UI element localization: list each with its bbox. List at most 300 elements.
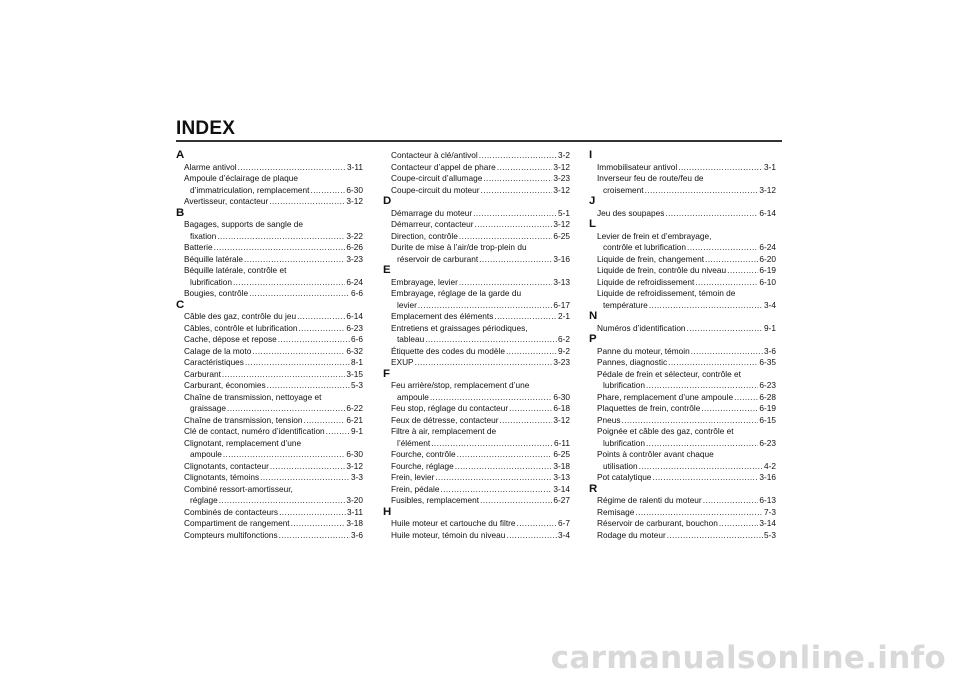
- dot-leader: [245, 357, 350, 369]
- index-page-number: 3-13: [553, 276, 570, 287]
- index-entry-text: Poignée et câble des gaz, contrôle et: [597, 426, 734, 436]
- dot-leader: [219, 495, 346, 507]
- index-entry-line: [391, 242, 570, 254]
- index-entry-text: croisement: [603, 184, 644, 195]
- index-entry: [589, 254, 776, 266]
- dot-leader: [252, 346, 345, 358]
- index-entry-text: Direction, contrôle: [391, 230, 458, 241]
- index-page-number: 6-6: [351, 288, 363, 298]
- dot-leader: [459, 231, 553, 243]
- dot-leader: [233, 277, 345, 289]
- index-entry-text: Compartiment de rangement: [184, 518, 290, 528]
- dot-leader: [509, 403, 552, 415]
- index-page-number: 6-23: [346, 322, 363, 333]
- index-letter-heading: N: [589, 310, 598, 322]
- index-entry-text: Feux de détresse, contacteur: [391, 414, 499, 425]
- dot-leader: [687, 323, 763, 335]
- index-entry-line: [184, 311, 363, 323]
- index-entry-line: [391, 426, 570, 438]
- index-page-number: 6-19: [759, 403, 776, 413]
- dot-leader: [278, 334, 350, 346]
- index-page-number: 6-30: [553, 391, 570, 402]
- index-entry-text: Démarreur, contacteur: [391, 219, 474, 229]
- dot-leader: [646, 380, 758, 392]
- index-entry-line: [184, 461, 363, 473]
- index-page-number: 6-14: [346, 311, 363, 321]
- index-page-number: 6-25: [553, 449, 570, 459]
- dot-leader: [506, 346, 557, 358]
- dot-leader: [480, 495, 552, 507]
- index-entry-text: Coupe-circuit d’allumage: [391, 173, 483, 183]
- index-entry-text: Pneus: [597, 414, 621, 425]
- index-entry-line: [391, 231, 570, 243]
- index-entry-line: [184, 472, 363, 484]
- index-page-number: 3-18: [553, 460, 570, 471]
- index-entry-line: [184, 357, 363, 369]
- index-entry-line: [184, 323, 363, 335]
- index-entry-text: Fourche, contrôle: [391, 449, 456, 459]
- index-page-number: 6-30: [346, 184, 363, 195]
- index-page-number: 3-12: [553, 184, 570, 195]
- index-entry-text: Fusibles, remplacement: [391, 495, 480, 505]
- index-page-number: 9-2: [558, 345, 570, 356]
- index-entry-text: Filtre à air, remplacement de: [391, 426, 497, 436]
- dot-leader: [279, 530, 350, 542]
- index-entry-text: Carburant: [184, 368, 221, 379]
- dot-leader: [244, 254, 345, 266]
- index-page-number: 6-19: [759, 265, 776, 275]
- index-page-number: 3-11: [347, 161, 363, 172]
- index-entry-text: Ampoule d’éclairage de plaque: [184, 173, 298, 183]
- index-entry: [383, 495, 570, 507]
- index-entry-line: [597, 449, 776, 461]
- index-page-number: 6-2: [558, 334, 570, 344]
- index-entry: [383, 357, 570, 369]
- index-entry-line: [391, 530, 570, 542]
- index-entry-line: [597, 530, 776, 542]
- index-page-number: 3-15: [346, 368, 363, 379]
- index-page-number: 3-12: [553, 414, 570, 425]
- index-page-number: 3-12: [553, 161, 570, 172]
- index-letter-heading: D: [383, 195, 392, 207]
- index-entry-text: Fourche, réglage: [391, 460, 454, 471]
- index-entry-text: Liquide de frein, changement: [597, 253, 705, 264]
- index-page-number: 3-12: [553, 219, 570, 229]
- index-entry-text: Remisage: [597, 506, 635, 517]
- index-entry-text: Régime de ralenti du moteur: [597, 495, 702, 505]
- index-entry-text: Câbles, contrôle et lubrification: [184, 322, 298, 333]
- index-entry: [383, 231, 570, 243]
- index-entry-line: [597, 173, 776, 185]
- index-entry-line: [184, 438, 363, 450]
- index-entry-line: [597, 426, 776, 438]
- index-entry-text: Alarme antivol: [184, 161, 237, 172]
- index-entry-line: [184, 196, 363, 208]
- index-letter-heading: L: [589, 218, 596, 230]
- index-page-number: 3-22: [346, 230, 363, 241]
- index-entry: [383, 346, 570, 358]
- index-entry-text: Compteurs multifonctions: [184, 529, 278, 540]
- index-entry: [176, 311, 363, 323]
- index-entry: [176, 334, 363, 346]
- index-entry: [383, 219, 570, 231]
- index-entry-text: Liquide de refroidissement: [597, 276, 695, 287]
- dot-leader: [217, 231, 345, 243]
- index-entry-text: Feu arrière/stop, remplacement d’une: [391, 380, 530, 390]
- dot-leader: [499, 415, 552, 427]
- index-entry-line: [391, 150, 570, 162]
- index-entry-line: [597, 323, 776, 335]
- index-entry-text: d’immatriculation, remplacement: [190, 184, 310, 195]
- index-entry-text: l’élément: [397, 437, 431, 448]
- index-entry-line: [391, 403, 570, 415]
- index-entry-text: Points à contrôler avant chaque: [597, 449, 714, 459]
- dot-leader: [481, 185, 553, 197]
- index-entry: [176, 196, 363, 208]
- index-entry-text: Frein, pédale: [391, 483, 440, 494]
- index-entry-text: graissage: [190, 403, 226, 413]
- index-entry: [589, 449, 776, 472]
- index-entry-line: [184, 254, 363, 266]
- index-entry: [589, 231, 776, 254]
- index-entry-line: [597, 392, 776, 404]
- dot-leader: [214, 242, 346, 254]
- index-entry: [589, 277, 776, 289]
- index-entry: [383, 472, 570, 484]
- index-entry-text: Durite de mise à l’air/de trop-plein du: [391, 242, 527, 252]
- index-entry: [589, 415, 776, 427]
- index-entry-line: [391, 277, 570, 289]
- index-entry-text: Carburant, économies: [184, 380, 266, 390]
- index-page-number: 6-35: [759, 357, 776, 367]
- dot-leader: [238, 162, 346, 174]
- index-entry-line: [184, 518, 363, 530]
- dot-leader: [435, 472, 552, 484]
- index-entry: [176, 357, 363, 369]
- dot-leader: [646, 438, 758, 450]
- index-page-number: 3-20: [346, 495, 363, 505]
- dot-leader: [431, 438, 553, 450]
- index-entry-line: [184, 231, 363, 243]
- index-page-number: 3-4: [558, 529, 570, 540]
- index-entry: [383, 162, 570, 174]
- index-entry-line: [184, 530, 363, 542]
- dot-leader: [687, 242, 758, 254]
- index-entry: [176, 369, 363, 381]
- index-page-number: 6-14: [759, 207, 776, 218]
- index-entry-line: [184, 392, 363, 404]
- index-entry: [383, 380, 570, 403]
- index-entry-line: [391, 392, 570, 404]
- index-page-number: 6-25: [553, 230, 570, 241]
- index-entry-line: [597, 254, 776, 266]
- dot-leader: [652, 472, 758, 484]
- index-column-1: [176, 150, 363, 541]
- index-entry: [383, 277, 570, 289]
- dot-leader: [734, 392, 758, 404]
- index-entry-text: Chaîne de transmission, tension: [184, 414, 303, 425]
- dot-leader: [691, 346, 763, 358]
- index-entry-text: Huile moteur, témoin du niveau: [391, 529, 506, 540]
- index-page-number: 3-12: [346, 196, 363, 206]
- dot-leader: [494, 311, 557, 323]
- index-entry-text: Clignotants, témoins: [184, 472, 260, 482]
- index-entry-text: Numéros d’identification: [597, 322, 686, 333]
- dot-leader: [297, 311, 345, 323]
- index-entry-line: [391, 254, 570, 266]
- index-entry-text: Bougies, contrôle: [184, 288, 249, 298]
- index-entry-line: [597, 231, 776, 243]
- index-entry: [176, 346, 363, 358]
- index-entry-line: [597, 495, 776, 507]
- index-entry-text: Frein, levier: [391, 472, 435, 482]
- index-entry-text: tableau: [397, 334, 425, 344]
- index-entry-text: Liquide de refroidissement, témoin de: [597, 288, 736, 298]
- index-entry: [589, 162, 776, 174]
- index-entry: [383, 403, 570, 415]
- index-entry-line: [597, 357, 776, 369]
- dot-leader: [479, 150, 557, 162]
- index-entry-line: [391, 334, 570, 346]
- index-entry-line: [597, 242, 776, 254]
- index-entry: [383, 415, 570, 427]
- index-entry-text: Emplacement des éléments: [391, 311, 494, 321]
- index-entry: [589, 346, 776, 358]
- index-entry-text: ampoule: [397, 391, 429, 402]
- index-entry-line: [391, 208, 570, 220]
- index-entry: [589, 530, 776, 542]
- index-entry: [589, 392, 776, 404]
- index-entry-line: [391, 311, 570, 323]
- index-entry-line: [597, 415, 776, 427]
- index-page-number: 7-3: [764, 506, 776, 517]
- index-entry: [176, 507, 363, 519]
- dot-leader: [223, 449, 346, 461]
- index-letter-heading: B: [176, 206, 185, 219]
- index-entry-line: [184, 185, 363, 197]
- dot-leader: [727, 265, 758, 277]
- index-page-number: 3-2: [558, 150, 570, 160]
- index-entry-text: Embrayage, réglage de la garde du: [391, 288, 522, 298]
- index-entry-line: [391, 415, 570, 427]
- index-entry-line: [597, 162, 776, 174]
- dot-leader: [483, 173, 552, 185]
- index-entry-text: Plaquettes de frein, contrôle: [597, 403, 701, 413]
- index-entry-line: [184, 426, 363, 438]
- index-entry: [176, 323, 363, 335]
- index-page-number: 6-24: [759, 242, 776, 252]
- index-page-number: 6-22: [346, 403, 363, 413]
- index-entry-line: [597, 208, 776, 220]
- dot-leader: [701, 403, 758, 415]
- index-entry-line: [391, 472, 570, 484]
- index-entry: [589, 403, 776, 415]
- index-entry: [383, 185, 570, 197]
- index-page-number: 3-1: [764, 161, 776, 172]
- index-entry: [589, 173, 776, 196]
- index-entry-text: Panne du moteur, témoin: [597, 345, 690, 356]
- index-entry-text: Inverseur feu de route/feu de: [597, 173, 704, 183]
- index-entry-line: [391, 495, 570, 507]
- index-entry: [383, 461, 570, 473]
- index-letter-heading: P: [589, 333, 597, 345]
- index-entry-text: Contacteur à clé/antivol: [391, 150, 478, 160]
- index-entry-line: [184, 346, 363, 358]
- index-page-number: 8-1: [351, 357, 363, 367]
- dot-leader: [260, 472, 350, 484]
- dot-leader: [506, 530, 557, 542]
- index-page-number: 6-30: [346, 449, 363, 459]
- index-page-number: 6-23: [759, 437, 776, 448]
- index-entry-text: Pot catalytique: [597, 472, 652, 482]
- index-entry: [589, 518, 776, 530]
- index-entry: [176, 219, 363, 242]
- index-entry: [383, 288, 570, 311]
- index-page-number: 6-23: [759, 380, 776, 390]
- index-entry-line: [597, 288, 776, 300]
- index-entry-text: lubrification: [603, 437, 645, 448]
- index-entry: [383, 323, 570, 346]
- index-letter-heading: H: [383, 505, 392, 518]
- index-entry: [589, 472, 776, 484]
- index-entry-text: lubrification: [190, 276, 232, 287]
- index-entry-text: Clé de contact, numéro d’identification: [184, 426, 325, 436]
- dot-leader: [517, 518, 557, 530]
- index-entry-text: température: [603, 299, 648, 310]
- index-page-number: 6-7: [558, 518, 570, 528]
- index-entry: [176, 518, 363, 530]
- index-entry-text: Liquide de frein, contrôle du niveau: [597, 265, 727, 275]
- index-entry: [176, 242, 363, 254]
- dot-leader: [703, 495, 759, 507]
- dot-leader: [304, 415, 346, 427]
- index-page-number: 3-13: [553, 472, 570, 482]
- index-entry-line: [391, 323, 570, 335]
- index-entry-text: Câble des gaz, contrôle du jeu: [184, 311, 297, 321]
- index-entry-line: [391, 162, 570, 174]
- index-entry-text: Cache, dépose et repose: [184, 334, 277, 344]
- index-entry-text: Caractéristiques: [184, 357, 244, 367]
- index-entry-line: [184, 242, 363, 254]
- index-letter-heading: E: [383, 264, 391, 276]
- index-entry-text: Immobilisateur antivol: [597, 161, 678, 172]
- index-entry-text: Levier de frein et d’embrayage,: [597, 230, 712, 241]
- dot-leader: [326, 426, 350, 438]
- index-entry: [383, 518, 570, 530]
- index-entry: [176, 392, 363, 415]
- index-entry-text: Huile moteur et cartouche du filtre: [391, 518, 516, 528]
- index-entry-line: [597, 438, 776, 450]
- index-entry-text: Phare, remplacement d’une ampoule: [597, 391, 734, 402]
- index-entry-text: Feu stop, réglage du contacteur: [391, 403, 509, 413]
- index-entry-line: [597, 507, 776, 519]
- index-entry-text: Béquille latérale, contrôle et: [184, 265, 287, 275]
- title-rule: [176, 140, 782, 142]
- index-entry: [176, 380, 363, 392]
- index-entry: [176, 426, 363, 438]
- index-entry-text: Combiné ressort-amortisseur,: [184, 483, 293, 494]
- index-entry-line: [597, 185, 776, 197]
- index-entry: [383, 311, 570, 323]
- index-page-number: 3-6: [351, 529, 363, 540]
- dot-leader: [298, 323, 345, 335]
- index-entry: [589, 507, 776, 519]
- index-entry-line: [597, 403, 776, 415]
- index-entry-text: réservoir de carburant: [397, 253, 479, 264]
- index-page-number: 3-14: [759, 518, 776, 528]
- dot-leader: [649, 300, 763, 312]
- index-entry: [383, 173, 570, 185]
- dot-leader: [267, 380, 350, 392]
- index-entry-text: Coupe-circuit du moteur: [391, 184, 480, 195]
- index-letter-heading: C: [176, 298, 185, 311]
- index-entry-line: [184, 162, 363, 174]
- index-entry: [589, 288, 776, 311]
- index-entry-text: réglage: [190, 495, 218, 505]
- index-page-number: 9-1: [764, 322, 776, 333]
- index-entry-text: levier: [397, 299, 417, 310]
- dot-leader: [291, 518, 346, 530]
- index-entry-text: Entretiens et graissages périodiques,: [391, 322, 528, 333]
- index-entry-text: contrôle et lubrification: [603, 242, 687, 252]
- dot-leader: [279, 507, 346, 519]
- index-entry-line: [184, 265, 363, 277]
- index-entry: [589, 208, 776, 220]
- index-entry-line: [391, 300, 570, 312]
- dot-leader: [222, 369, 345, 381]
- index-entry-text: Avertisseur, contacteur: [184, 196, 269, 206]
- index-page-number: 6-15: [759, 414, 776, 425]
- index-entry-line: [597, 369, 776, 381]
- index-page-number: 6-24: [346, 276, 363, 287]
- index-entry-text: Rodage du moteur: [597, 529, 666, 540]
- index-entry-text: ampoule: [190, 449, 222, 459]
- index-page-number: 3-6: [764, 345, 776, 356]
- index-entry: [589, 357, 776, 369]
- index-entry-line: [391, 449, 570, 461]
- dot-leader: [269, 196, 345, 208]
- dot-leader: [270, 461, 346, 473]
- index-column-3: [589, 150, 776, 541]
- index-page-number: 6-32: [346, 345, 363, 356]
- index-entry-text: lubrification: [603, 380, 645, 390]
- index-entry-line: [184, 403, 363, 415]
- dot-leader: [622, 415, 759, 427]
- index-page-number: 6-26: [346, 242, 363, 252]
- index-page-number: 2-1: [558, 311, 570, 321]
- index-entry-line: [391, 518, 570, 530]
- index-entry-text: Chaîne de transmission, nettoyage et: [184, 391, 322, 402]
- index-entry-line: [391, 185, 570, 197]
- index-page-number: 3-3: [351, 472, 363, 482]
- index-entry: [176, 438, 363, 461]
- index-entry-line: [184, 288, 363, 300]
- index-entry: [176, 484, 363, 507]
- index-entry-line: [184, 173, 363, 185]
- index-letter-heading: A: [176, 149, 185, 161]
- dot-leader: [695, 277, 758, 289]
- index-entry: [176, 415, 363, 427]
- index-entry-line: [597, 518, 776, 530]
- index-entry-line: [597, 265, 776, 277]
- index-entry-line: [597, 472, 776, 484]
- dot-leader: [667, 530, 763, 542]
- index-entry-text: Réservoir de carburant, bouchon: [597, 518, 718, 528]
- index-entry-line: [184, 369, 363, 381]
- index-entry-text: Clignotant, remplacement d’une: [184, 437, 302, 448]
- index-entry: [589, 426, 776, 449]
- dot-leader: [425, 334, 557, 346]
